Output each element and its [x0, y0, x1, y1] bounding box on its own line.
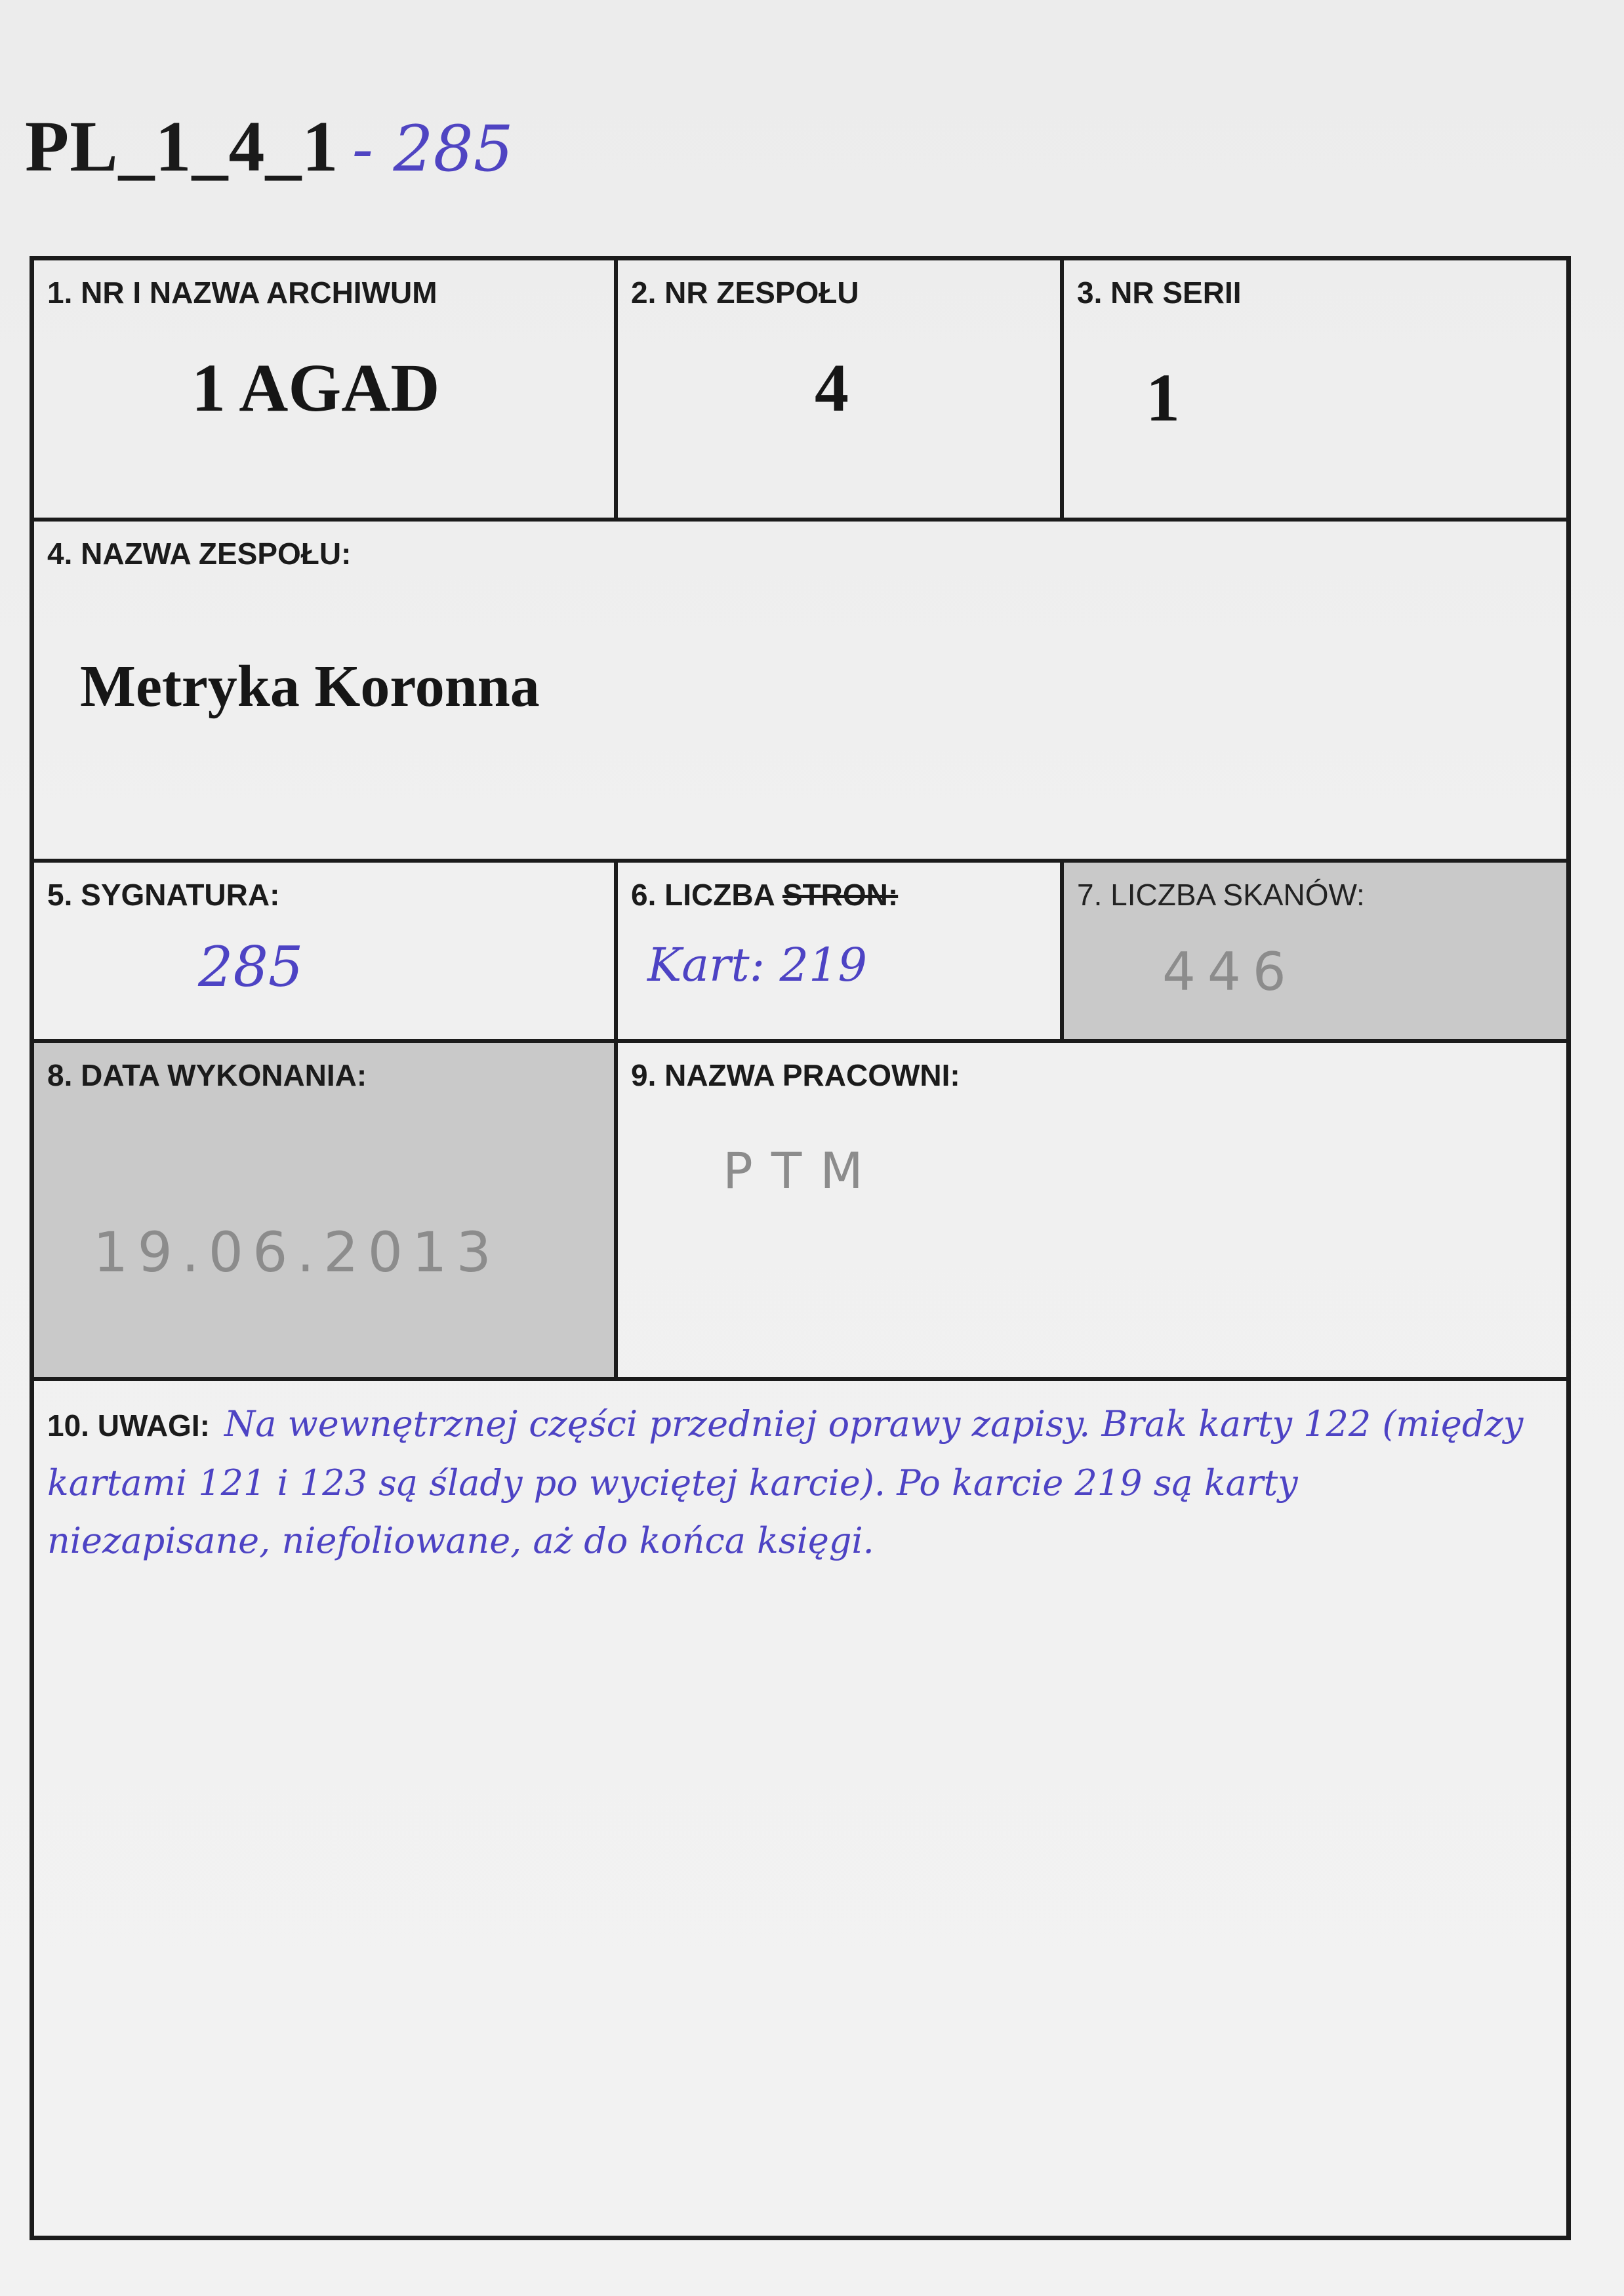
- archive-label: 1. NR I NAZWA ARCHIWUM: [47, 276, 437, 310]
- date-value: 19.06.2013: [93, 1220, 500, 1284]
- fonds-name-label: 4. NAZWA ZESPOŁU:: [47, 537, 352, 571]
- scan-count-value: 446: [1162, 941, 1298, 1002]
- workshop-label: 9. NAZWA PRACOWNI:: [631, 1058, 960, 1092]
- date-cell: [34, 1043, 618, 1381]
- scan-count-label: 7. LICZBA SKANÓW:: [1077, 878, 1365, 912]
- archive-value: 1 AGAD: [192, 350, 440, 426]
- remarks-cell: [34, 1381, 1566, 2236]
- signature-label: 5. SYGNATURA:: [47, 878, 280, 912]
- signature-value: 285: [198, 935, 304, 999]
- document-identifier: [25, 105, 514, 188]
- signature-cell: [34, 863, 618, 1043]
- workshop-cell: [618, 1043, 1566, 1381]
- fonds-number-label: 2. NR ZESPOŁU: [631, 276, 859, 310]
- series-number-value: 1: [1146, 360, 1180, 436]
- series-number-cell: [1064, 260, 1566, 522]
- page-count-value: Kart: 219: [647, 938, 868, 992]
- fonds-name-cell: [34, 522, 1566, 863]
- scan-count-cell: [1064, 863, 1566, 1043]
- series-number-label: 3. NR SERII: [1077, 276, 1242, 310]
- handwritten-identifier-suffix: - 285: [352, 112, 514, 186]
- fonds-name-value: Metryka Koronna: [80, 654, 540, 719]
- printed-identifier: PL_1_4_1: [25, 106, 339, 186]
- archive-cell: [34, 260, 618, 522]
- page-count-label-struck: STRON:: [782, 878, 899, 912]
- metadata-form: [30, 256, 1571, 2240]
- remarks-block: [47, 1395, 1530, 1570]
- fonds-number-value: 4: [815, 350, 849, 426]
- date-label: 8. DATA WYKONANIA:: [47, 1058, 367, 1092]
- page-count-cell: [618, 863, 1064, 1043]
- page-count-label: [631, 877, 898, 912]
- remarks-value: Na wewnętrznej części przedniej oprawy zapisy. Brak karty 122 (między kartami 121 i 123 są ślady po wyciętej karcie). Po karcie 219 są karty niezapisane, niefoliowane, aż do końca księgi.: [47, 1403, 1524, 1561]
- workshop-value: PTM: [723, 1141, 882, 1200]
- page-count-label-prefix: 6. LICZBA: [631, 878, 782, 912]
- fonds-number-cell: [618, 260, 1064, 522]
- remarks-label: 10. UWAGI:: [47, 1408, 210, 1443]
